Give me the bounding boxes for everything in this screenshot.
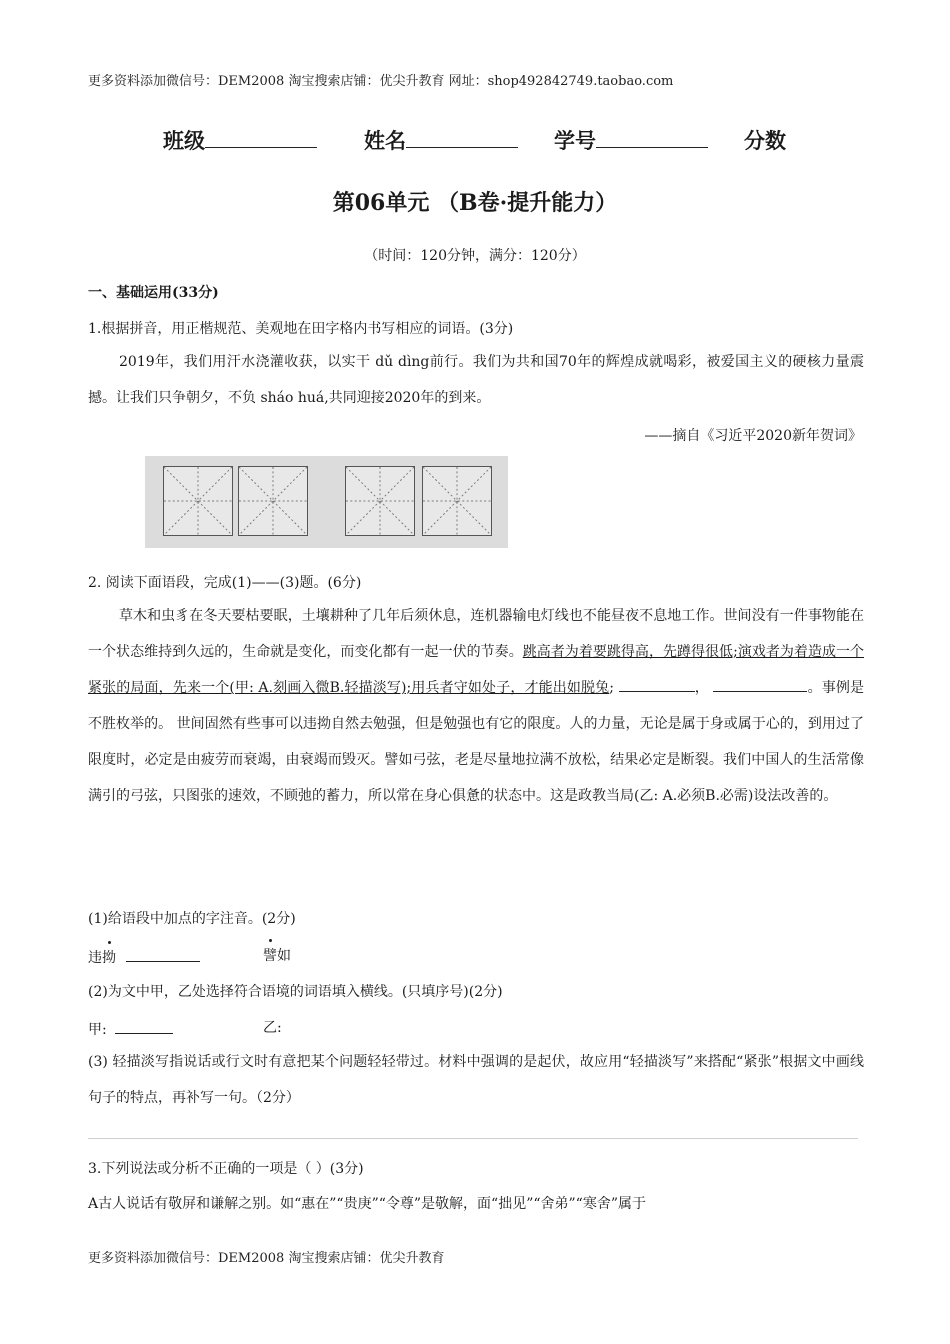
q2-sub1-item2	[263, 945, 291, 965]
page-header: 更多资料添加微信号：DEM2008 淘宝搜索店铺：优尖升教育 网址：shop492842749.taobao.com	[88, 74, 674, 89]
q2-passage-end-post: 拗自然去勉强，但是勉强也有它的限度。人的力量，无论是属于身或属于心的，到用过了限度时，必定是由疲劳而衰竭，由衰竭而毁灭。譬如弓弦，老是尽量地拉满不放松，结果必定是断裂。我们中国人的生活常像满引的弓弦，只图张的速效，不顾弛的蓄力，所以常在身心俱惫的状态中。这是政教当局(乙: A.必须B.必需)设法改善的。	[88, 716, 865, 804]
q2-sub2-yi-label: 乙:	[263, 1020, 282, 1036]
name-blank	[406, 127, 518, 148]
q3-prompt: 3.下列说法或分析不正确的一项是（ ）(3分)	[88, 1161, 364, 1177]
q2-sub1-item1	[88, 945, 200, 967]
tian-grid-image	[145, 456, 508, 548]
section-title-1: 一、基础运用(33分)	[88, 285, 219, 301]
q2-underlined-sentence: 跳高者为着要跳得高，先蹲得很低;演戏者为着造成一个紧张的局面，先来一个(甲: A.刻画入微B.轻描淡写);用兵者守如处子，才能出如脱兔	[88, 644, 865, 696]
page-footer: 更多资料添加微信号：DEM2008 淘宝搜索店铺：优尖升教育	[88, 1251, 445, 1266]
q2-passage	[88, 598, 864, 814]
score-label: 分数	[744, 128, 786, 153]
q2-sub1-item1-char: 违	[88, 950, 102, 966]
q2-sub1-item2-dotted: 譬	[263, 945, 277, 965]
q2-semicolon: ;	[609, 680, 614, 696]
name-label: 姓名	[364, 128, 406, 153]
q1-text: 2019年，我们用汗水浇灌收获，以实干 dǔ dìng前行。我们为共和国70年的辉煌成就喝彩，被爱国主义的硬核力量震撼。让我们只争朝夕，不负 sháo huá,共同迎接2020年的到来。	[88, 354, 864, 406]
student-info-row	[0, 125, 950, 161]
student-id-label: 学号	[554, 128, 596, 153]
q2-sub2-jia	[88, 1017, 173, 1039]
q2-prompt: 2. 阅读下面语段，完成(1)——(3)题。(6分)	[88, 575, 362, 591]
tian-grid-cell[interactable]	[238, 466, 308, 536]
q2-sub2-jia-blank[interactable]	[115, 1017, 173, 1034]
q2-dotted-char: 违	[302, 716, 317, 732]
q2-sub1-prompt: (1)给语段中加点的字注音。(2分)	[88, 911, 296, 927]
q2-sub2-jia-label: 甲:	[88, 1022, 107, 1038]
name-field	[364, 125, 518, 155]
q2-comma: ，	[694, 680, 709, 696]
answer-line[interactable]	[88, 1138, 858, 1139]
q2-sub1-item1-blank[interactable]	[126, 945, 200, 962]
student-id-field	[554, 125, 708, 155]
tian-grid-cell[interactable]	[345, 466, 415, 536]
q2-sub2-prompt: (2)为文中甲，乙处选择符合语境的词语填入横线。(只填序号)(2分)	[88, 984, 503, 1000]
q2-sub3-prompt: (3) 轻描淡写指说话或行文时有意把某个问题轻轻带过。材料中强调的是起伏，故应用“轻描淡写”来搭配“紧张”根据文中画线句子的特点，再补写一句。（2分）	[88, 1054, 864, 1106]
class-label: 班级	[163, 128, 205, 153]
score-field	[744, 125, 786, 155]
q2-passage-start: 草木和虫豸在冬天要枯要眠，土壤耕种了几年后须休息，连机器输电灯线也不能昼夜不息地工作。世间没有一件事物能在一个状态维持到久远的，生命就是变化，而变化都有一起一伏的节奏。	[88, 608, 864, 660]
tian-grid-cell[interactable]	[422, 466, 492, 536]
q2-fill-blank-2[interactable]	[713, 675, 807, 692]
class-blank	[205, 127, 317, 148]
q2-sub1-item1-dotted: 拗	[102, 947, 116, 967]
tian-grid-cell[interactable]	[163, 466, 233, 536]
q2-passage-end-pre: 。事例是不胜枚举的。 世间固然有些事可以	[88, 680, 865, 732]
class-field	[163, 125, 317, 155]
q1-source: ——摘自《习近平2020新年贺词》	[644, 428, 862, 444]
q2-fill-blank-1[interactable]	[619, 675, 695, 692]
q2-sub1-item2-char: 如	[277, 948, 291, 964]
exam-time-info: （时间：120分钟，满分：120分）	[364, 248, 586, 264]
q1-prompt: 1.根据拼音，用正楷规范、美观地在田字格内书写相应的词语。(3分)	[88, 321, 514, 337]
page-title: 第06单元 （B卷·提升能力）	[332, 190, 618, 216]
q3-option-a: A古人说话有敬屏和谦解之别。如“惠在”“贵庚”“令尊”是敬解，面“拙见”“舍弟”“寒舍”属于	[88, 1196, 646, 1212]
student-id-blank	[596, 127, 708, 148]
